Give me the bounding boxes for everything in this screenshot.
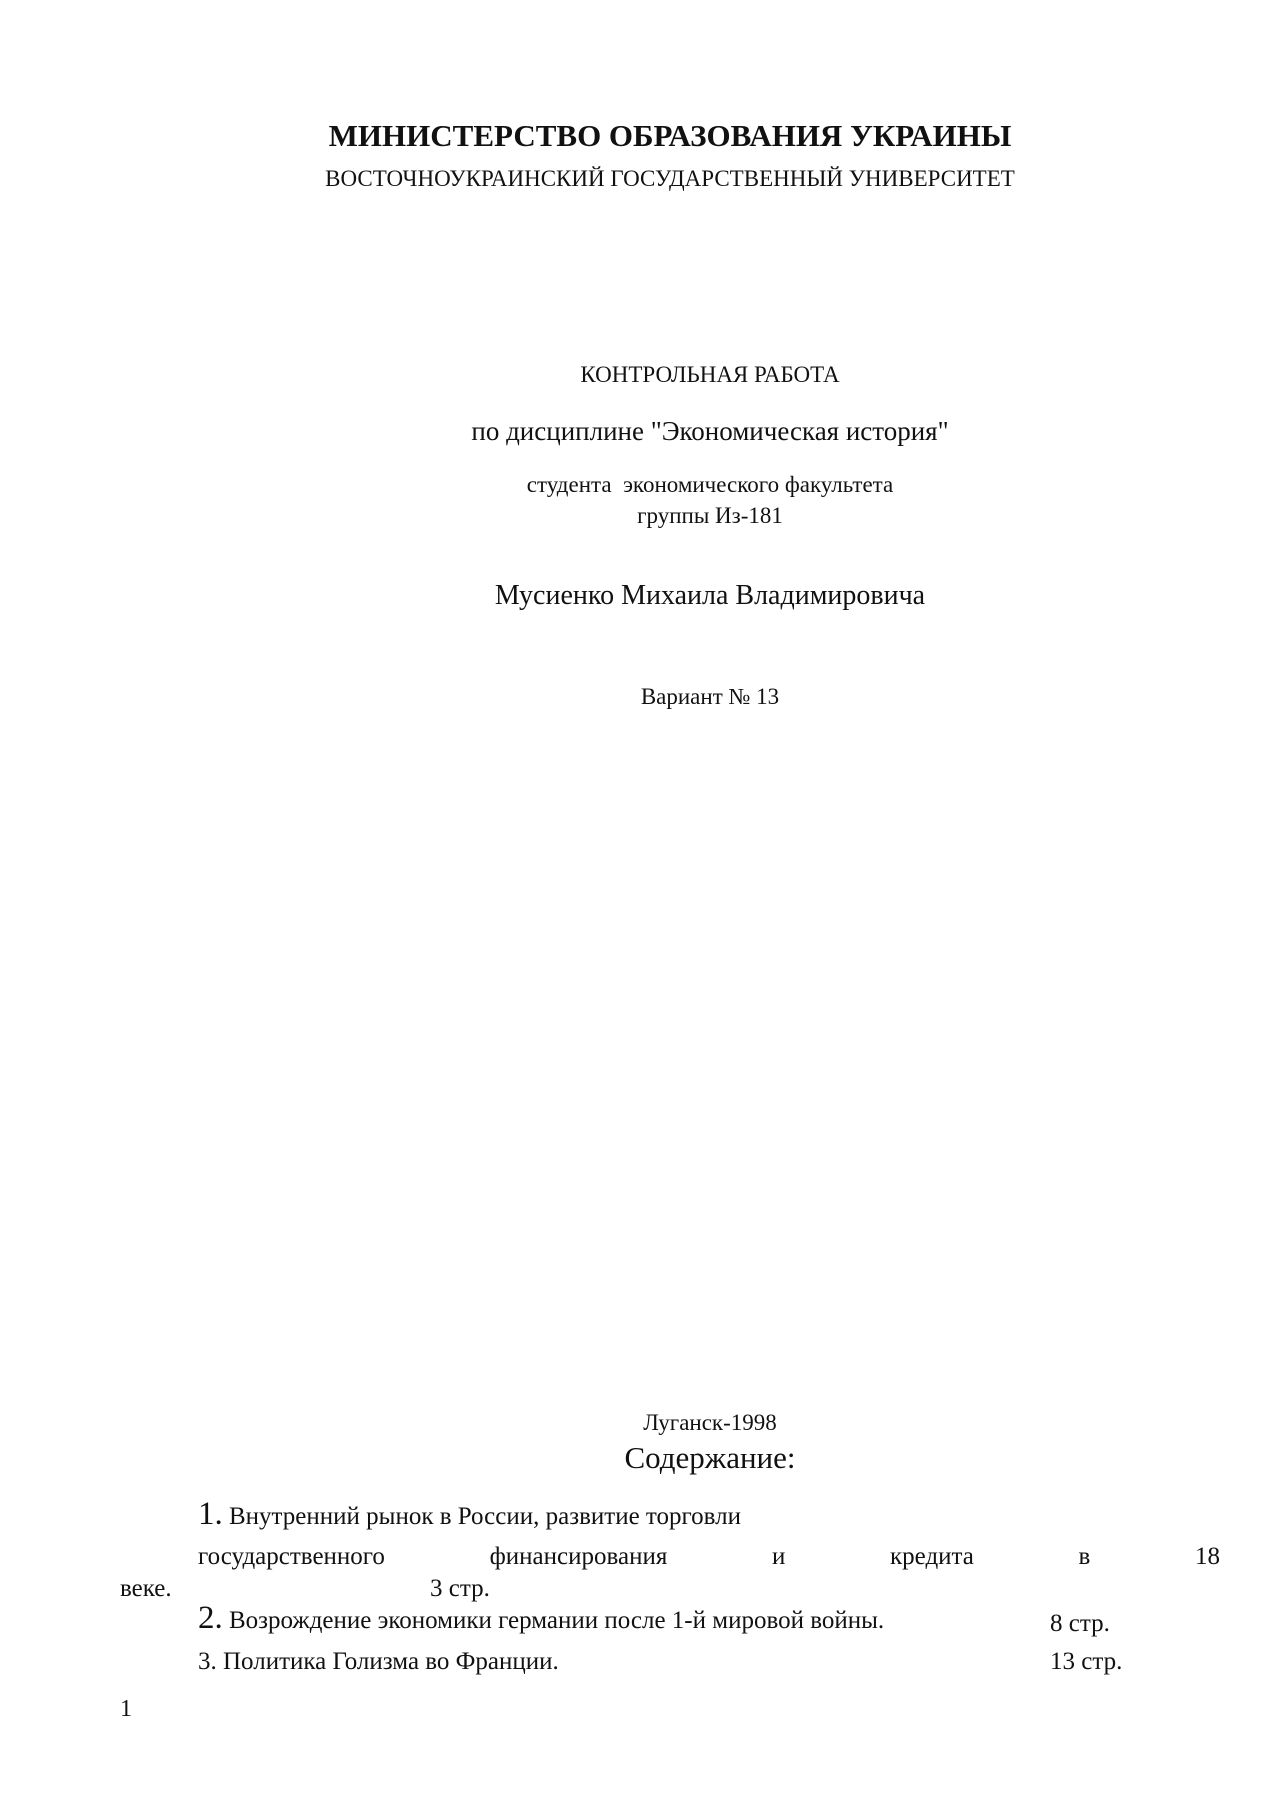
toc-item-1-line-1 [198,1496,741,1533]
toc-item-1-line-3: веке. [120,1575,172,1602]
toc-item-1-word: кредита [890,1543,974,1570]
toc-item-1-word: финансирования [489,1543,668,1570]
toc-item-3-number: 3. [198,1648,217,1675]
variant-number: Вариант № 13 [640,684,780,709]
toc-item-2 [198,1600,884,1637]
toc-item-3-text: Политика Голизма во Франции. [216,1648,559,1675]
toc-item-1-page: 3 стр. [430,1575,490,1602]
page-number: 1 [120,1696,132,1722]
toc-item-1-word: государственного [198,1543,385,1570]
group-line: группы Из-181 [637,503,783,528]
work-type-title: КОНТРОЛЬНАЯ РАБОТА [580,362,840,387]
author-name: Мусиенко Михаила Владимировича [494,580,926,611]
toc-item-2-text: Возрождение экономики германии после 1-й мировой войны. [222,1607,885,1634]
toc-item-2-page: 8 стр. [1050,1610,1110,1637]
ministry-heading: МИНИСТЕРСТВО ОБРАЗОВАНИЯ УКРАИНЫ [328,118,1012,153]
toc-item-1-text-part-1: Внутренний рынок в России, развитие торговли [222,1503,741,1530]
toc-item-3-page: 13 стр. [1050,1648,1123,1675]
university-heading: ВОСТОЧНОУКРАИНСКИЙ ГОСУДАРСТВЕННЫЙ УНИВЕРСИТЕТ [325,166,1015,191]
toc-item-2-number: 2. [198,1600,223,1636]
toc-item-1-line-2 [198,1543,1220,1571]
student-faculty-line: студента экономического факультета [526,472,894,497]
toc-item-1-word: 18 [1195,1543,1220,1570]
toc-item-1-number: 1. [198,1496,223,1532]
toc-item-3 [198,1648,559,1676]
discipline-line: по дисциплине "Экономическая история" [471,416,949,446]
city-year: Луганск-1998 [643,1410,777,1435]
toc-item-1-word: и [771,1543,786,1570]
toc-item-1-word: в [1078,1543,1091,1570]
toc-title: Содержание: [624,1440,796,1475]
